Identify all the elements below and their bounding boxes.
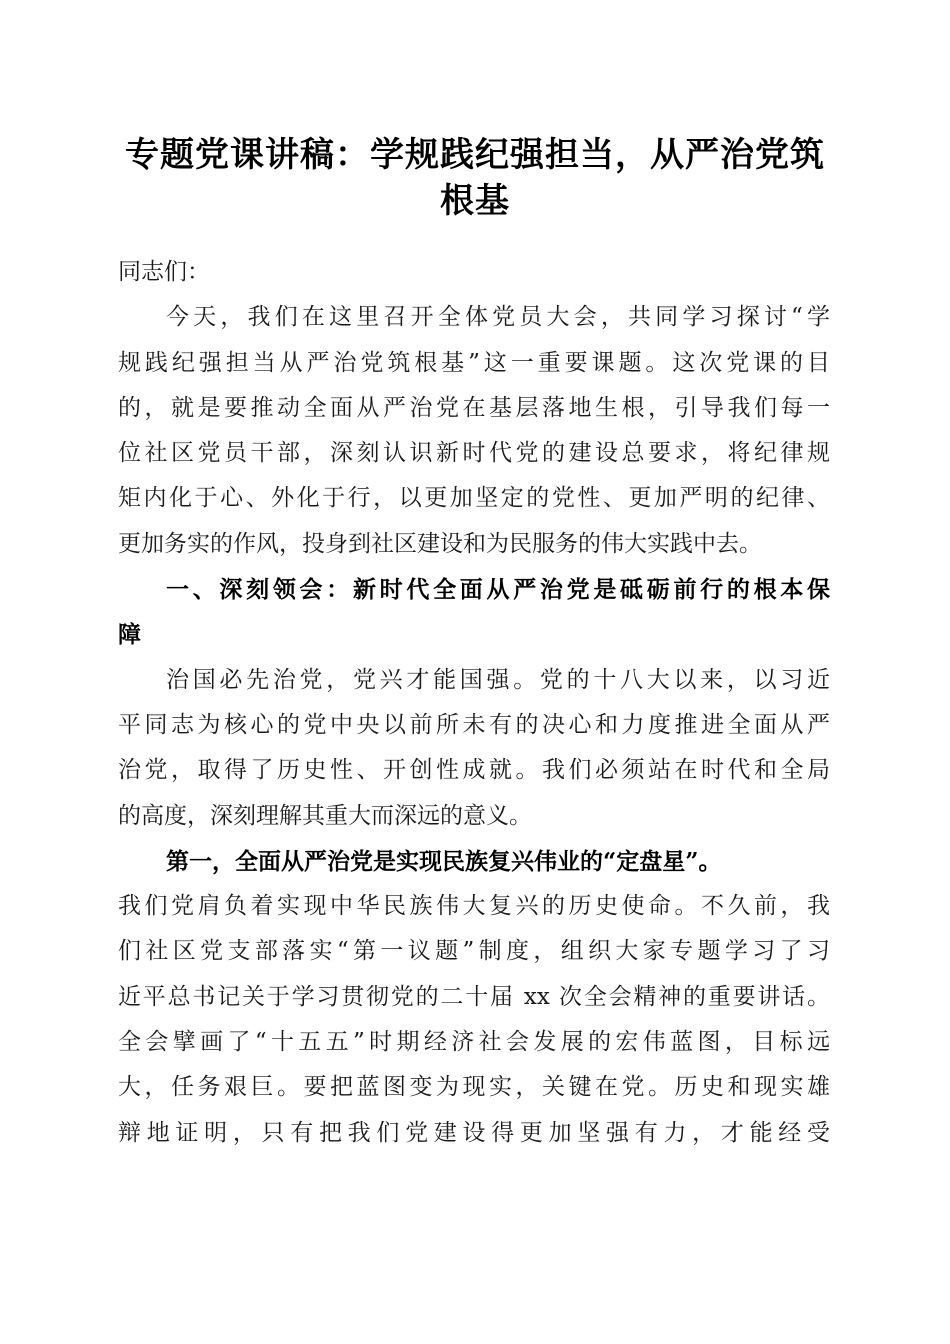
document-title [110,132,840,224]
salutation-text: 同志们： [118,259,210,285]
heading-line: 一、深刻领会：新时代全面从严治党是砥砺前行的根本保 [166,576,830,604]
paragraph-line: 位社区党员干部，深刻认识新时代党的建设总要求，将纪律规 [118,440,830,467]
heading-line: 障 [118,621,141,649]
paragraph-line: 近平总书记关于学习贯彻党的二十届 xx 次全会精神的重要讲话。 [118,983,830,1010]
paragraph-line: 更加务实的作风，投身到社区建设和为民服务的伟大实践中去。 [118,530,762,557]
section-intro-paragraph [118,658,830,839]
paragraph-line: 治国必先治党，党兴才能国强。党的十八大以来，以习近 [166,666,830,693]
paragraph-line: 大，任务艰巨。要把蓝图变为现实，关键在党。历史和现实雄 [118,1074,830,1101]
paragraph-line: 全会擘画了“十五五”时期经济社会发展的宏伟蓝图，目标远 [118,1029,830,1056]
title-line: 专题党课讲稿：学规践纪强担当，从严治党筑 [125,135,825,175]
title-line: 根基 [440,181,510,221]
paragraph-line: 矩内化于心、外化于行，以更加坚定的党性、更加严明的纪律、 [118,485,830,512]
paragraph-line: 辩地证明，只有把我们党建设得更加坚强有力，才能经受 [118,1119,830,1146]
paragraph-line: 平同志为核心的党中央以前所未有的决心和力度推进全面从严 [118,711,830,738]
paragraph-line: 规践纪强担当从严治党筑根基”这一重要课题。这次党课的目 [118,349,830,376]
section-heading [118,567,830,658]
paragraph-line: 治党，取得了历史性、开创性成就。我们必须站在时代和全局 [118,757,830,784]
point-one-lead: 第一，全面从严治党是实现民族复兴伟业的“定盘星”。 [166,847,722,875]
paragraph-line: 我们党肩负着实现中华民族伟大复兴的历史使命。不久前，我 [118,893,830,920]
salutation [118,250,830,295]
point-one-paragraph [118,839,830,1156]
paragraph-line: 今天，我们在这里召开全体党员大会，共同学习探讨“学 [166,304,830,331]
paragraph-line: 的，就是要推动全面从严治党在基层落地生根，引导我们每一 [118,394,830,421]
document-body [118,250,830,1156]
paragraph-line: 们社区党支部落实“第一议题”制度，组织大家专题学习了习 [118,938,830,965]
paragraph-line: 的高度，深刻理解其重大而深远的意义。 [118,802,532,829]
opening-paragraph [118,295,830,567]
